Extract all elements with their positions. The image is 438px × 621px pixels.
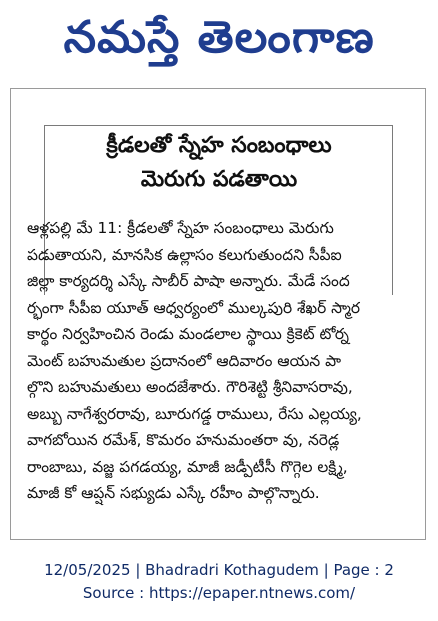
- body-line: వాగబోయిన రమేశ్, కొమరం హనుమంతరా వు, నరెడ్ల: [27, 431, 340, 449]
- article-body: [27, 215, 411, 507]
- body-line: రాంబాబు, వజ్జ పగడయ్య, మాజీ జడ్పీటీసీ గొగ్గెల లక్ష్మి,: [27, 457, 348, 476]
- body-line: కార్థం నిర్వహించిన రెండు మండలాల స్థాయి క్రికెట్ టోర్న: [27, 325, 350, 343]
- body-line: మాజీ కో ఆప్షన్ సభ్యుడు ఎస్కే రహీం పాల్గొన్నారు.: [27, 484, 320, 502]
- body-line: ఆళ్లపల్లి మే 11: క్రీడలతో స్నేహ సంబంధాలు మెరుగు: [27, 219, 334, 237]
- body-line: అబ్బు నాగేశ్వరరావు, బూరుగడ్డ రాములు, రేసు ఎల్లయ్య,: [27, 404, 362, 423]
- headline-line-1: క్రీడలతో స్నేహ సంబంధాలు: [106, 133, 332, 158]
- body-line: పడుతాయని, మానసిక ఉల్లాసం కలుగుతుందని సీపీఐ: [27, 245, 342, 264]
- article-headline: [21, 129, 417, 197]
- newspaper-logo: నమస్తే తెలంగాణ: [63, 12, 375, 63]
- headline-frame-top: [44, 125, 392, 126]
- article-clipping: [10, 88, 426, 540]
- body-line: ల్గొని బహుమతులు అందజేశారు. గౌరిశెట్టి శ్రీనివాసరావు,: [27, 378, 353, 396]
- headline-line-2: మెరుగు పడతాయి: [140, 167, 298, 192]
- masthead: [0, 8, 438, 78]
- body-line: జిల్లా కార్యదర్శి ఎస్కే సాబీర్ పాషా అన్నారు. మేడే సంద: [27, 272, 350, 290]
- body-line: ర్భంగా సీపీఐ యూత్ ఆధ్వర్యంలో ముల్కపురి శేఖర్ స్మార: [27, 298, 361, 317]
- publication-date-line: 12/05/2025 | Bhadradri Kothagudem | Page : 2: [44, 561, 394, 579]
- source-url-line: Source : https://epaper.ntnews.com/: [82, 584, 356, 602]
- body-line: మెంట్ బహుమతుల ప్రదానంలో ఆదివారం ఆయన పా: [27, 351, 341, 370]
